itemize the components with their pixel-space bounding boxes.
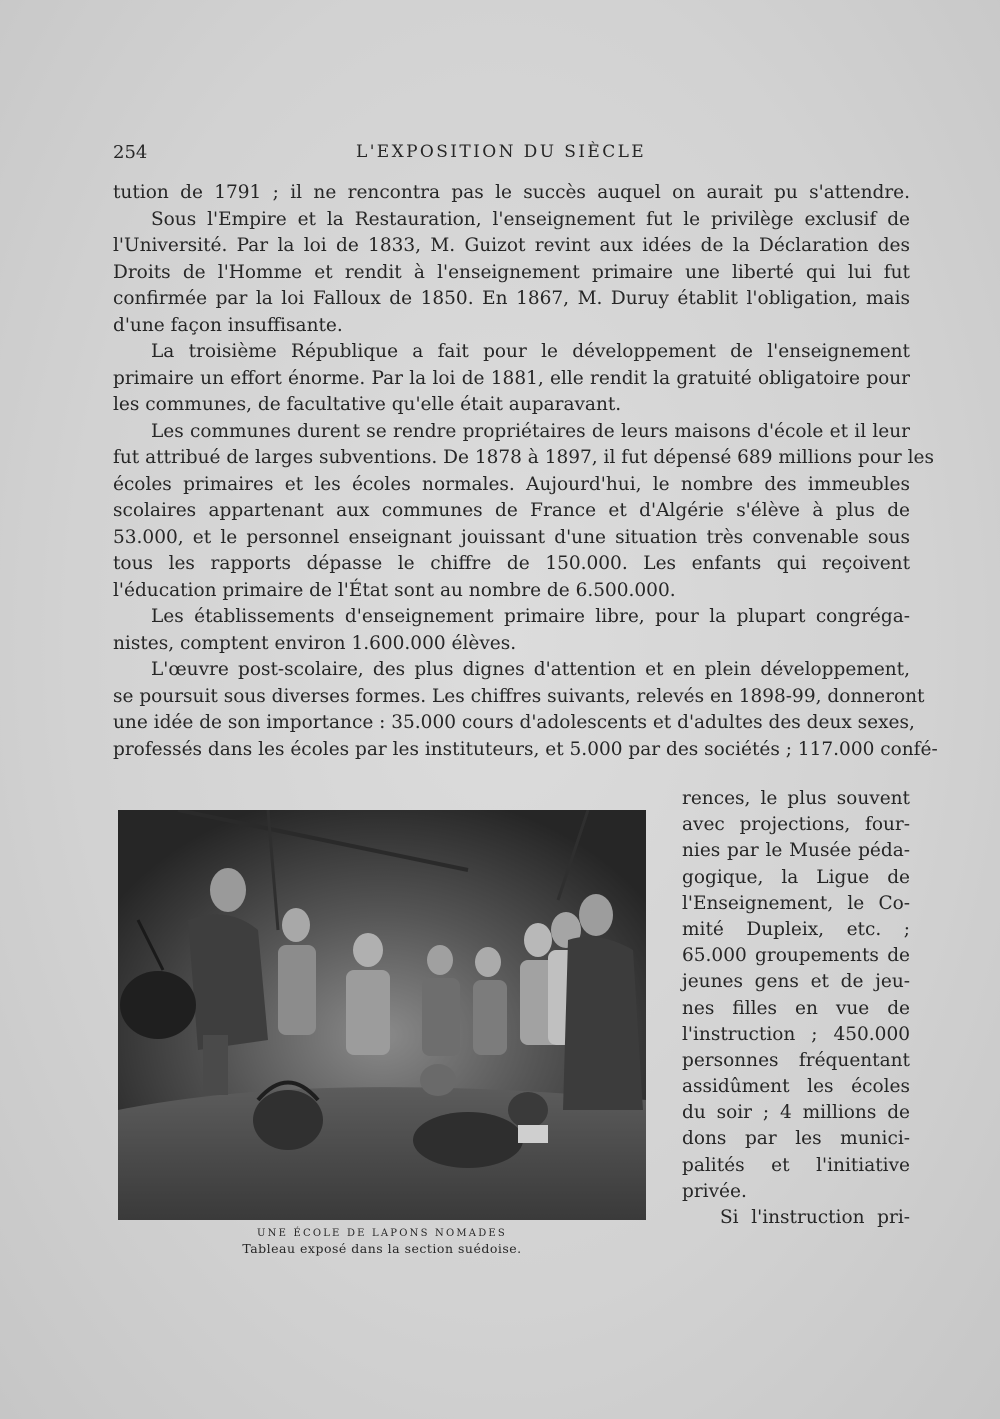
page-header: [113, 140, 910, 168]
text-line: du soir ; 4 millions de: [682, 1102, 910, 1124]
text-line: Sous l'Empire et la Restauration, l'enseignement fut le privilège exclusif de: [151, 208, 910, 230]
text-line: gogique, la Ligue de: [682, 866, 910, 888]
text-line: écoles primaires et les écoles normales. Aujourd'hui, le nombre des immeubles: [113, 473, 910, 495]
text-line: nistes, comptent environ 1.600.000 élèves.: [113, 632, 517, 654]
text-line: Les établissements d'enseignement primaire libre, pour la plupart congréga-: [151, 606, 910, 627]
text-line: dons par les munici-: [682, 1128, 910, 1150]
text-line: primaire un effort énorme. Par la loi de 1881, elle rendit la gratuité obligatoire pour: [113, 367, 910, 389]
text-line: avec projections, four-: [682, 814, 910, 836]
running-title: L'EXPOSITION DU SIÈCLE: [356, 142, 647, 162]
page-number: 254: [113, 142, 148, 163]
text-line: personnes fréquentant: [682, 1049, 910, 1071]
text-line: se poursuit sous diverses formes. Les chiffres suivants, relevés en 1898-99, donneront: [113, 685, 925, 707]
text-line: les communes, de facultative qu'elle était auparavant.: [113, 394, 622, 415]
illustration-lapp-school: [118, 810, 646, 1220]
text-line: Droits de l'Homme et rendit à l'enseignement primaire une liberté qui lui fut: [113, 261, 910, 283]
figure-caption-subtitle: Tableau exposé dans la section suédoise.: [242, 1241, 522, 1256]
text-line: professés dans les écoles par les instituteurs, et 5.000 par des sociétés ; 117.000 confé-: [113, 738, 938, 760]
text-line: l'Enseignement, le Co-: [682, 892, 910, 914]
text-line: l'éducation primaire de l'État sont au nombre de 6.500.000.: [113, 579, 676, 601]
text-line: l'Université. Par la loi de 1833, M. Guizot revint aux idées de la Déclaration des: [113, 235, 910, 256]
text-line: Les communes durent se rendre propriétaires de leurs maisons d'école et il leur: [151, 420, 910, 442]
text-line: tution de 1791 ; il ne rencontra pas le succès auquel on aurait pu s'attendre.: [113, 182, 910, 203]
text-line: nes filles en vue de: [682, 997, 910, 1019]
figure-caption-title: UNE ÉCOLE DE LAPONS NOMADES: [257, 1228, 507, 1239]
text-line: assidûment les écoles: [682, 1076, 910, 1098]
text-line: mité Dupleix, etc. ;: [682, 918, 910, 940]
text-line: privée.: [682, 1180, 747, 1202]
main-text-block: [113, 180, 938, 763]
text-line: Si l'instruction pri-: [720, 1207, 910, 1228]
text-line: fut attribué de larges subventions. De 1878 à 1897, il fut dépensé 689 millions pour les: [113, 447, 934, 468]
text-line: rences, le plus souvent: [682, 788, 910, 809]
text-line: d'une façon insuffisante.: [113, 314, 343, 336]
text-line: jeunes gens et de jeu-: [682, 971, 910, 993]
text-line: La troisième République a fait pour le développement de l'enseignement: [151, 341, 910, 362]
text-line: confirmée par la loi Falloux de 1850. En 1867, M. Duruy établit l'obligation, mais: [113, 288, 910, 309]
text-line: palités et l'initiative: [682, 1154, 910, 1176]
illustration-painting: [118, 810, 646, 1220]
text-line: L'œuvre post-scolaire, des plus dignes d'attention et en plein développement,: [151, 659, 910, 680]
text-line: tous les rapports dépasse le chiffre de 150.000. Les enfants qui reçoivent: [113, 553, 910, 574]
text-line: 65.000 groupements de: [682, 945, 910, 967]
text-line: 53.000, et le personnel enseignant jouissant d'une situation très convenable sous: [113, 526, 910, 548]
text-line: une idée de son importance : 35.000 cours d'adolescents et d'adultes des deux sexes,: [113, 712, 915, 733]
narrow-column-text: [682, 786, 910, 1231]
text-line: l'instruction ; 450.000: [682, 1023, 910, 1045]
text-line: scolaires appartenant aux communes de France et d'Algérie s'élève à plus de: [113, 500, 910, 521]
text-line: nies par le Musée péda-: [682, 840, 910, 862]
